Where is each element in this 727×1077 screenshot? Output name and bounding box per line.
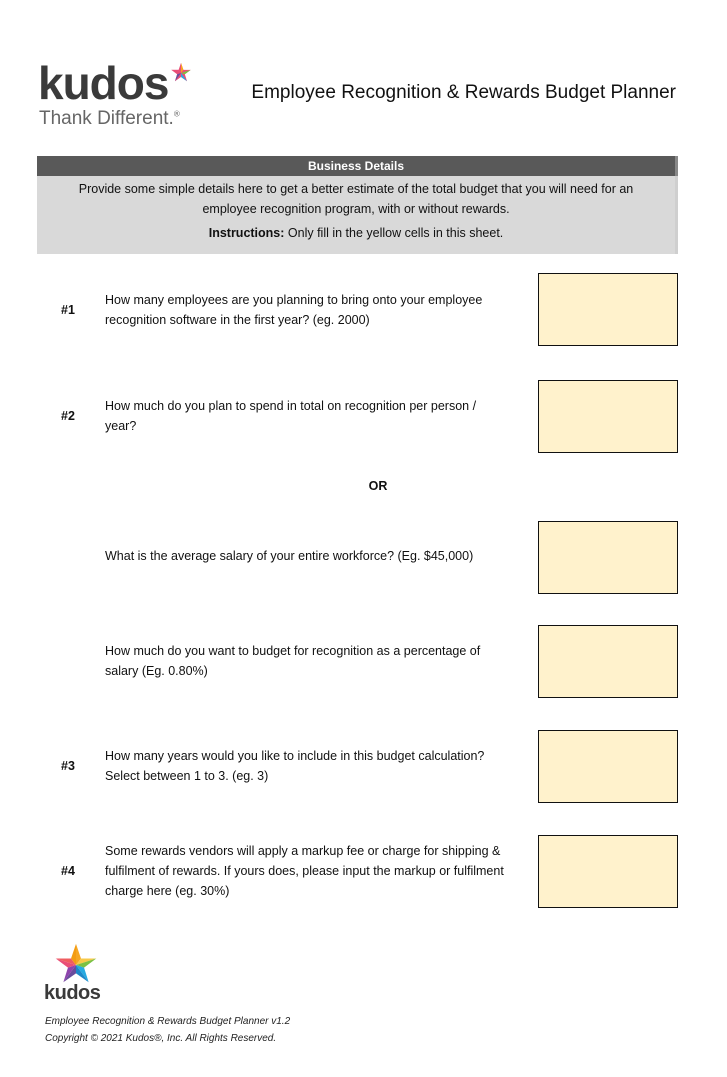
instructions-line (37, 224, 675, 242)
question-number: #4 (61, 864, 75, 878)
question-number: #3 (61, 759, 75, 773)
employee-count-input[interactable] (538, 273, 678, 346)
average-salary-input[interactable] (538, 521, 678, 594)
logo-tagline: Thank Different.® (39, 108, 180, 129)
salary-percentage-input[interactable] (538, 625, 678, 698)
question-text: What is the average salary of your entire workforce? (Eg. $45,000) (105, 549, 474, 563)
section-heading: Business Details (37, 156, 678, 176)
page-title: Employee Recognition & Rewards Budget Planner (251, 82, 676, 103)
question-number: #1 (61, 303, 75, 317)
kudos-logo (38, 58, 198, 134)
footer-logo (42, 942, 122, 1006)
question-text: How many years would you like to include in this budget calculation? Select between 1 to 3. (eg. 3) (105, 749, 485, 783)
question-text: Some rewards vendors will apply a markup fee or charge for shipping & fulfilment of rewards. If yours does, please input the markup or fulfilment charge here (eg. 30%) (105, 844, 504, 898)
question-number: #2 (61, 409, 75, 423)
section-description-box (37, 176, 678, 254)
budget-years-input[interactable] (538, 730, 678, 803)
or-label: OR (368, 479, 388, 493)
spend-per-person-input[interactable] (538, 380, 678, 453)
footer-version: Employee Recognition & Rewards Budget Planner v1.2 (45, 1016, 291, 1027)
instructions-label: Instructions: (208, 226, 285, 240)
footer-wordmark: kudos (44, 982, 101, 1004)
section-description: Provide some simple details here to get a better estimate of the total budget that you will need for an employee recognition program, with or without rewards. (78, 182, 634, 216)
markup-charge-input[interactable] (538, 835, 678, 908)
question-text: How many employees are you planning to bring onto your employee recognition software in the first year? (eg. 2000) (105, 293, 483, 327)
question-text: How much do you plan to spend in total on recognition per person / year? (105, 399, 477, 433)
footer-copyright: Copyright © 2021 Kudos®, Inc. All Rights Reserved. (45, 1033, 277, 1044)
logo-wordmark: kudos (38, 57, 169, 109)
instructions-text: Only fill in the yellow cells in this sheet. (284, 226, 504, 240)
question-text: How much do you want to budget for recognition as a percentage of salary (Eg. 0.80%) (105, 644, 481, 678)
star-icon (170, 62, 192, 84)
